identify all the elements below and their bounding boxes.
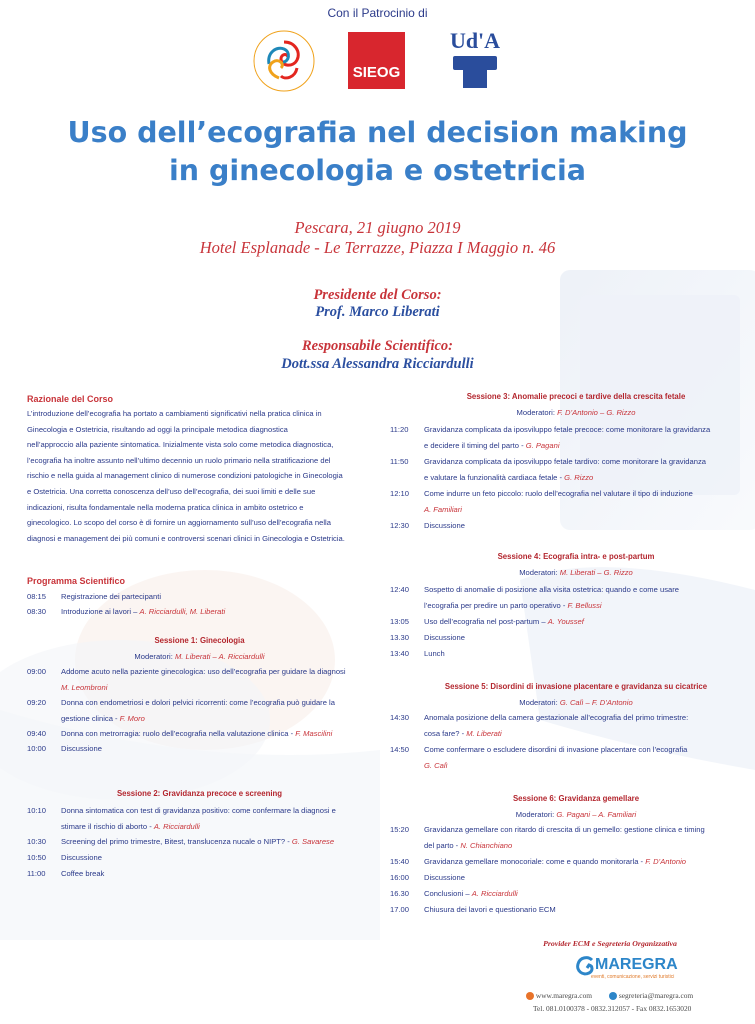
program-time: 17.00 [390,905,410,914]
program-description-line [424,886,732,902]
program-description [424,630,732,646]
program-time: 08:15 [27,592,47,601]
session-moderators [420,698,732,707]
program-description-line [424,902,732,918]
program-description [61,695,372,726]
program-description-text: Gravidanza gemellare monocoriale: come e quando monitorarla - [424,857,646,866]
session-title: Sessione 2: Gravidanza precoce e screening [116,789,283,798]
program-time: 12:10 [390,489,410,498]
session-moderators [27,652,372,661]
program-speaker: G. Savarese [291,837,335,846]
program-time: 12:40 [390,585,410,594]
program-description [61,803,372,834]
program-speaker: M. Leombroni [61,682,108,692]
program-description-text: Gravidanza gemellare con ritardo di crescita di un gemello: gestione clinica e timing [424,825,705,834]
program-description-text: Discussione [424,521,465,530]
program-speaker: F. Moro [119,713,145,723]
program-description-line [61,664,372,680]
program-time: 13:40 [390,649,410,658]
moderators-names: F. D’Antonio – G. Rizzo [557,408,636,417]
program-description-line [424,726,732,742]
program-description-text: Coffee break [61,869,105,878]
program-description-line [61,680,372,696]
program-time: 16:00 [390,873,410,882]
program-description-line [424,470,732,486]
program-description [424,822,732,853]
program-description [424,742,732,773]
program-time: 13.30 [390,633,410,642]
program-time: 11:20 [390,425,409,434]
footer-email: segreteria@maregra.com [609,991,693,1000]
moderators-label: Moderatori: [515,810,557,819]
program-description [61,850,372,866]
program-speaker: N. Chianchiano [460,840,513,850]
program-description-line [61,711,372,727]
maregra-brand: MAREGRA [595,956,678,973]
program-description-text: Registrazione dei partecipanti [61,592,162,601]
program-time: 10:00 [27,744,47,753]
program-description-line [424,710,732,726]
program-description-text: Chiusura dei lavori e questionario ECM [424,905,556,914]
program-description-line [424,870,732,886]
session-title: Sessione 5: Disordini di invasione placentare e gravidanza su cicatrice [444,682,708,691]
program-description-text: Discussione [61,853,102,862]
program-description-text: Sospetto di anomalie di posizione alla visita ostetrica: quando e come usare [424,585,679,594]
program-description-text: Discussione [424,873,465,882]
program-description [424,886,732,902]
program-description-line [424,758,732,774]
program-description-line [61,834,372,850]
responsabile-label: Responsabile Scientifico: [301,338,454,354]
program-description-text: Donna con metrorragia: ruolo dell’ecografia nella valutazione clinica - [61,729,296,738]
program-description [424,518,732,534]
program-time: 10:30 [27,837,47,846]
program-description [61,664,372,695]
footer-web: www.maregra.com [526,991,592,1000]
program-time: 15:40 [390,857,410,866]
program-description-text: Introduzione ai lavori – [61,607,140,616]
maregra-tagline: eventi, comunicazione, servizi turistici [591,974,675,980]
program-description-line [61,604,372,620]
moderators-label: Moderatori: [519,698,560,707]
moderators-names: M. Liberati – A. Ricciardulli [174,652,265,661]
program-description-line [61,695,372,711]
program-description-text: Screening del primo trimestre, Bitest, translucenza nucale o NIPT? - [61,837,292,846]
program-description-text: Discussione [424,633,465,642]
program-description [61,866,372,882]
program-description-line [424,582,732,598]
razionale-text: L’introduzione dell’ecografia ha portato a cambiamenti significativi nella pratica clinica in Ginecologia e Ostetricia, risultando ad oggi la principale metodica diagnostica nell’approccio alla paziente sintomatica. Inizialmente vista solo come metodica diagnostica, l’ecografia ha inoltre assunto nell’ultimo decennio un ruolo primario nella stratificazione del rischio e nella guida al management clinico di numerose condizioni patologiche in Ginecologia e Ostetricia. Una corretta conoscenza dell’uso dell’ecografia, dei suoi limiti e delle sue indicazioni, risulta fondamentale nella moderna pratica clinica in ambito ostetrico e ginecologico. Lo scopo del corso è di fornire un aggiornamento sull’uso dell’ecografia nella diagnosi e management dei più comuni e controversi scenari clinici in Ginecologia e Ostetricia. [27,409,345,543]
program-description [424,422,732,453]
program-time: 10:50 [27,853,47,862]
program-description [61,834,372,850]
program-description-text: Come indurre un feto piccolo: ruolo dell’ecografia nel valutare il tipo di induzione [424,489,693,498]
program-time: 09:00 [27,667,47,676]
session-moderators [420,568,732,577]
program-description-text: Gravidanza complicata da iposviluppo fetale tardivo: come monitorare la gravidanza [424,457,706,466]
program-description [61,589,372,605]
footer-contacts: Tel. 081.0100378 - 0832.312057 - Fax 0832.1653020 [533,1004,692,1013]
program-description-text: stimare il rischio di aborto - [61,821,154,831]
moderators-names: G. Pagani – A. Familiari [556,810,637,819]
program-time: 13:05 [390,617,410,626]
program-description [424,870,732,886]
program-time: 12:30 [390,521,410,530]
program-description-text: Uso dell’ecografia nel post-partum – [424,617,548,626]
program-description [424,614,732,630]
program-description [424,454,732,485]
patrocinio-label: Con il Patrocinio di [327,6,428,20]
program-description-text: Addome acuto nella paziente ginecologica: uso dell’ecografia per guidare la diagnosi [61,667,346,676]
maregra-logo [575,953,678,981]
event-date: Pescara, 21 giugno 2019 [294,218,461,237]
program-description-text: del parto - [424,840,461,850]
program-description-text: Conclusioni – [424,889,472,898]
program-description-text: Gravidanza complicata da iposviluppo fetale precoce: come monitorare la gravidanza [424,425,711,434]
program-description-text: Lunch [424,649,445,658]
program-speaker: F. Mascilini [295,729,333,738]
program-description-line [61,589,372,605]
program-speaker: A. Ricciardulli [153,821,200,831]
program-time: 15:20 [390,825,410,834]
program-speaker: M. Liberati [466,728,502,738]
program-description-text: cosa fare? - [424,728,467,738]
program-description [424,902,732,918]
program-description-line [424,630,732,646]
program-time: 09:20 [27,698,47,707]
program-description-text: e decidere il timing del parto - [424,440,526,450]
program-speaker: A. Ricciardulli, M. Liberati [139,607,226,616]
program-speaker: F. D’Antonio [645,857,686,866]
program-description-line [424,518,732,534]
program-description-text: gestione clinica - [61,713,120,723]
program-time: 14:30 [390,713,410,722]
programma-heading: Programma Scientifico [27,576,126,586]
razionale-heading: Razionale del Corso [27,394,114,404]
program-description-text: Anomala posizione della camera gestazionale all’ecografia del primo trimestre: [424,713,689,722]
program-time: 14:50 [390,745,410,754]
program-time: 11:00 [27,869,46,878]
presidente-name: Prof. Marco Liberati [315,304,440,320]
program-description [424,646,732,662]
mail-icon [609,992,617,1000]
session-moderators [420,408,732,417]
program-time: 08:30 [27,607,47,616]
program-speaker: A. Ricciardulli [471,889,518,898]
program-speaker: F. Bellussi [567,600,602,610]
moderators-label: Moderatori: [516,408,558,417]
program-description-line [424,502,732,518]
moderators-names: G. Calì – F. D’Antonio [559,698,633,707]
program-description-text: Donna sintomatica con test di gravidanza positivo: come confermare la diagnosi e [61,806,336,815]
program-description-line [424,854,732,870]
program-description-line [424,422,732,438]
responsabile-name: Dott.ssa Alessandra Ricciardulli [281,356,474,372]
session-title: Sessione 6: Gravidanza gemellare [512,794,640,803]
program-time: 09:40 [27,729,47,738]
program-speaker: G. Rizzo [564,472,594,482]
program-description-line [424,646,732,662]
provider-label: Provider ECM e Segreteria Organizzativa [543,939,677,948]
program-description-line [424,742,732,758]
program-speaker: A. Familiari [424,504,462,514]
program-time: 11:50 [390,457,409,466]
program-description [61,726,372,742]
sieog-logo-text: SIEOG [352,64,401,81]
program-description-text: e valutare la funzionalità cardiaca fetale - [424,472,565,482]
program-description-line [61,726,372,742]
program-description [424,582,732,613]
program-description-line [424,486,732,502]
program-time: 16.30 [390,889,410,898]
moderators-label: Moderatori: [134,652,175,661]
program-description [61,604,372,620]
program-description [424,854,732,870]
presidente-label: Presidente del Corso: [313,287,442,303]
program-description-line [424,454,732,470]
session-title: Sessione 3: Anomalie precoci e tardive della crescita fetale [466,392,686,401]
event-venue: Hotel Esplanade - Le Terrazze, Piazza I Maggio n. 46 [199,238,556,257]
program-time: 10:10 [27,806,47,815]
program-description-line [61,741,372,757]
globe-icon [526,992,534,1000]
program-description-line [61,803,372,819]
event-title-line1: Uso dell’ecografia nel decision making [67,116,688,149]
program-description-line [61,819,372,835]
session-moderators [420,810,732,819]
session-title: Sessione 4: Ecografia intra- e post-partum [497,552,655,561]
program-speaker: G. Calì [424,760,448,770]
program-description-text: Discussione [61,744,102,753]
program-description-line [61,866,372,882]
program-description-line [424,438,732,454]
program-description [61,741,372,757]
uda-logo-text: Ud'A [449,28,501,53]
program-description-line [61,850,372,866]
program-description-line [424,614,732,630]
program-description-text: l’ecografia per predire un parto operativo - [424,600,568,610]
program-description-line [424,822,732,838]
moderators-names: M. Liberati – G. Rizzo [559,568,633,577]
program-description [424,710,732,741]
program-description-text: Donna con endometriosi e dolori pelvici ricorrenti: come l’ecografia può guidare la [61,698,335,707]
event-title-line2: in ginecologia e ostetricia [168,154,586,187]
program-speaker: G. Pagani [525,440,560,450]
moderators-label: Moderatori: [519,568,560,577]
program-description-text: Come confermare o escludere disordini di invasione placentare con l’ecografia [424,745,688,754]
program-description [424,486,732,517]
program-speaker: A. Youssef [547,617,584,626]
session-title: Sessione 1: Ginecologia [154,636,245,645]
program-description-line [424,838,732,854]
program-description-line [424,598,732,614]
